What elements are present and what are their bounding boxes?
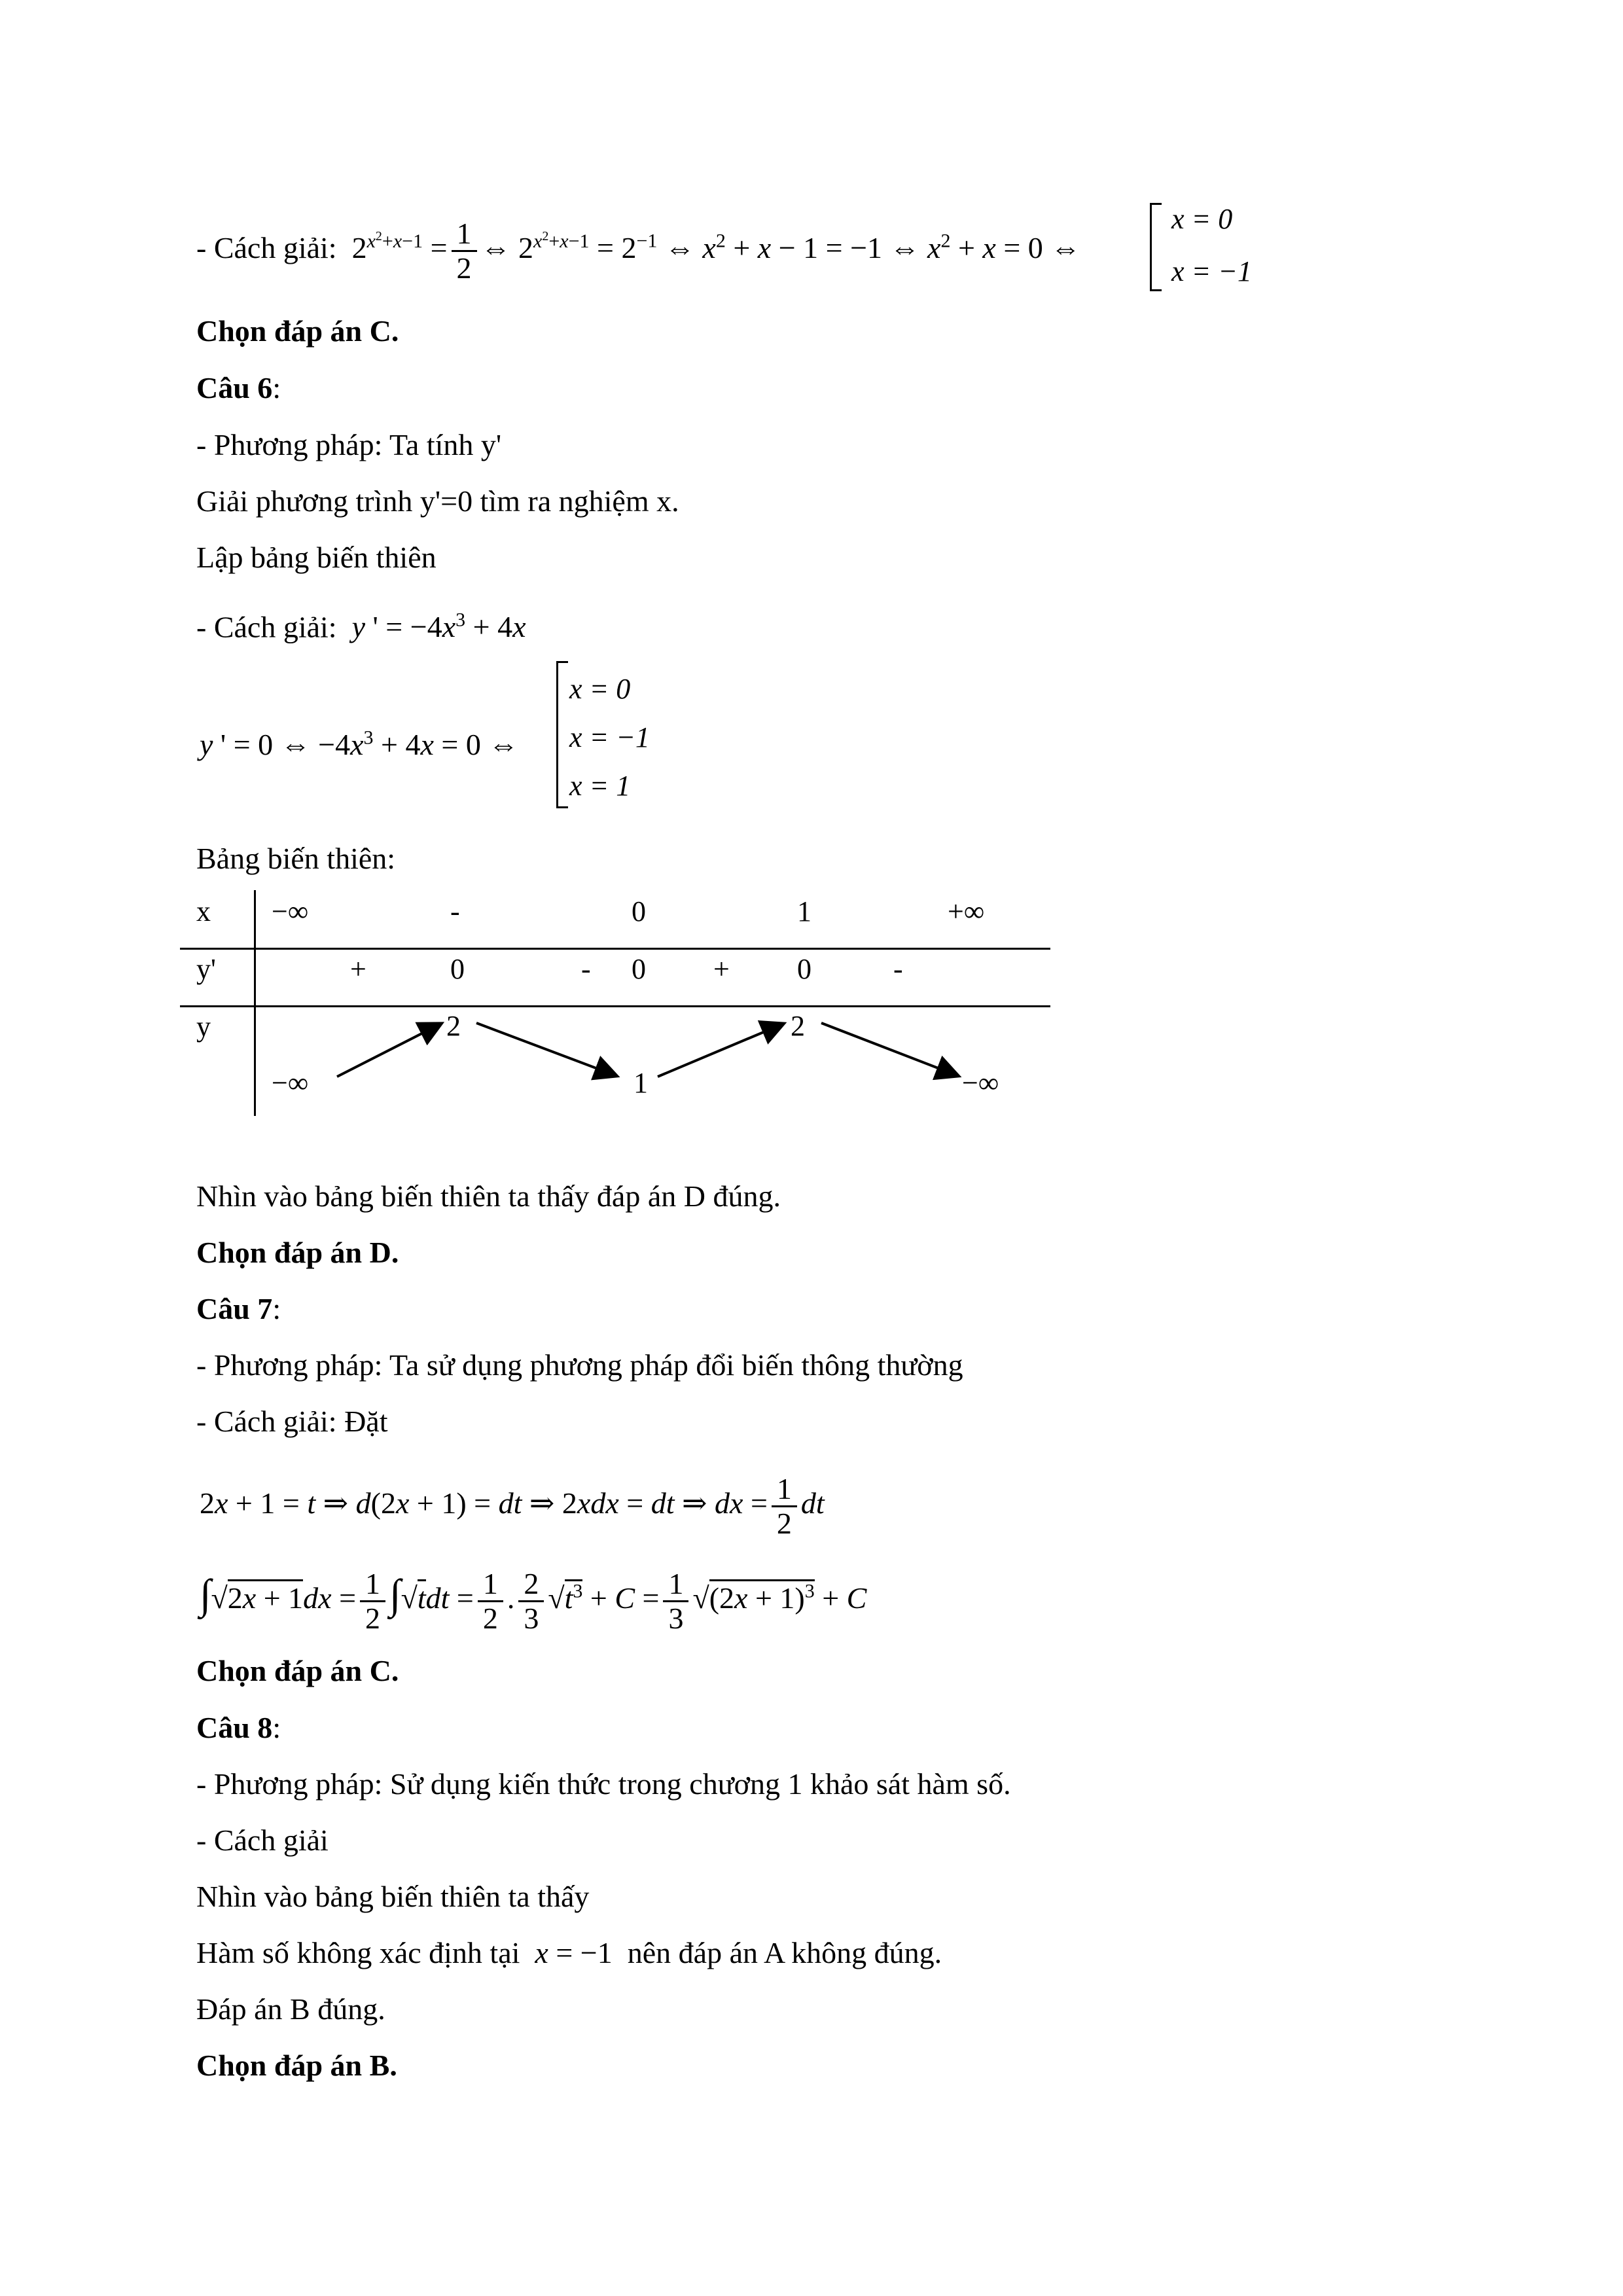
solution-label: - Cách giải: [196, 231, 337, 265]
q7-method: - Phương pháp: Ta sử dụng phương pháp đổi biến thông thường [196, 1348, 963, 1382]
q6-method: - Phương pháp: Ta tính y' [196, 428, 502, 461]
yp-value: 0 [632, 953, 646, 985]
q6-table-text: Lập bảng biến thiên [196, 541, 437, 574]
q6-heading: Câu 6: [196, 371, 281, 404]
q8-heading: Câu 8: [196, 1711, 281, 1744]
row-yp-label: y' [196, 953, 216, 985]
q7-substitution: 2x + 1 = t ⇒ d(2x + 1) = dt ⇒ 2xdx = dt ⇒ dx = $\frac{1}{2}$ dt [200, 1472, 825, 1540]
q6-table-title: Bảng biến thiên: [196, 842, 396, 875]
yp-value: 0 [797, 953, 812, 985]
y-bottom-value: −∞ [272, 1067, 309, 1099]
q6-solve: Giải phương trình y'=0 tìm ra nghiệm x. [196, 484, 679, 518]
q6-title: Câu 6 [196, 371, 273, 404]
q8-method: - Phương pháp: Sử dụng kiến thức trong chương 1 khảo sát hàm số. [196, 1767, 1011, 1801]
s5-answer: Chọn đáp án C. [196, 314, 399, 348]
q8-answer: Chọn đáp án B. [196, 2049, 397, 2082]
q7-heading: Câu 7: [196, 1292, 281, 1325]
q7-solution: - Cách giải: Đặt [196, 1405, 388, 1438]
y-top-value: 2 [446, 1010, 461, 1042]
row-y-label: y [196, 1011, 211, 1043]
yp-value: - [581, 953, 591, 985]
row-x-label: x [196, 895, 211, 927]
arrow-up [658, 1024, 782, 1077]
yp-value: 0 [450, 953, 465, 985]
q6-equation: y ' = 0 ⇔ $-4x^3 + 4x = 0$ ⇔ [200, 727, 519, 762]
x-value: +∞ [948, 895, 985, 927]
q8-solution: - Cách giải [196, 1823, 329, 1857]
q6-root-1: x = 0 [569, 673, 631, 705]
s5-equation: $2^{x^2+x-1}$ = $\frac{1}{2}$ ⇔ $2^{x^2+x-1} = 2^{-1}$ ⇔ $x^2 + x - 1 = -1$ ⇔ $x^2 + x = 0$ ⇔ [344, 217, 1081, 285]
yp-value: + [713, 953, 730, 985]
yp-value: - [893, 953, 903, 985]
s5-root-1: x = 0 [1171, 203, 1233, 235]
yp-value: + [350, 953, 366, 985]
q8-undefined [196, 1935, 942, 1971]
x-value: −∞ [272, 895, 309, 927]
x-value: - [450, 895, 460, 927]
q8-undefined-a: Hàm số không xác định tại [196, 1936, 520, 1969]
q8-undefined-value: x = −1 [535, 1936, 620, 1969]
q8-b-correct: Đáp án B đúng. [196, 1992, 385, 2026]
q6-answer: Chọn đáp án D. [196, 1236, 399, 1269]
solution-label: - Cách giải: [196, 610, 337, 644]
q8-title: Câu 8 [196, 1711, 273, 1744]
y-bottom-value: −∞ [962, 1067, 999, 1099]
x-value: 0 [632, 895, 646, 927]
q7-title: Câu 7 [196, 1292, 273, 1325]
y-bottom-value: 1 [633, 1067, 648, 1099]
arrow-up [337, 1024, 440, 1077]
q6-derivative: y ' = $-4x^3 + 4x$ [351, 609, 526, 644]
q7-answer: Chọn đáp án C. [196, 1654, 399, 1687]
s5-root-2: x = −1 [1171, 255, 1252, 287]
q6-conclusion: Nhìn vào bảng biến thiên ta thấy đáp án D đúng. [196, 1179, 781, 1213]
q7-integral: ∫√2x + 1dx = $\frac{1}{2}$ ∫√tdt = $\frac{1}{2}$ . $\frac{2}{3}$ $√t^3 + C$ = $\frac{1}{3}$ $√(2x + 1)^3 + C$ [200, 1567, 867, 1635]
arrow-down [476, 1023, 615, 1075]
x-value: 1 [797, 895, 812, 927]
q6-root-2: x = −1 [569, 721, 650, 753]
q8-look: Nhìn vào bảng biến thiên ta thấy [196, 1880, 590, 1913]
y-top-value: 2 [791, 1010, 805, 1042]
arrow-down [821, 1023, 957, 1075]
q8-undefined-b: nên đáp án A không đúng. [627, 1936, 942, 1969]
q6-root-3: x = 1 [569, 770, 631, 802]
